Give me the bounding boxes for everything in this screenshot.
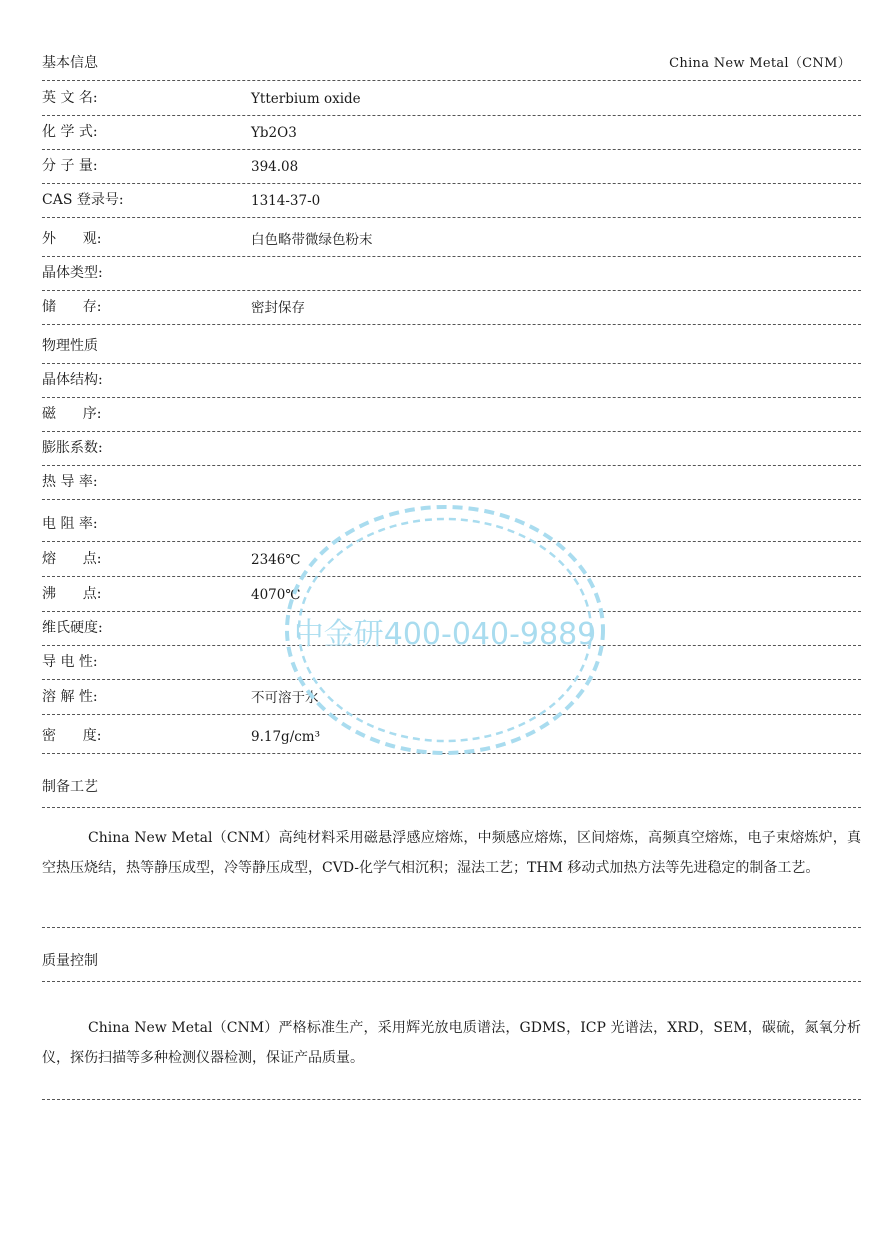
- phys-row-crystal-structure: [42, 364, 861, 398]
- section-title: 物理性质: [42, 338, 98, 354]
- divider: [42, 1099, 861, 1100]
- row-label: 电 阻 率:: [42, 516, 98, 532]
- phys-row-density: [42, 715, 861, 754]
- row-label: 化 学 式:: [42, 124, 98, 140]
- row-label: 外 观:: [42, 231, 102, 247]
- row-label: 磁 序:: [42, 406, 102, 422]
- row-label: 维氏硬度:: [42, 620, 103, 636]
- phys-row-expansion: [42, 432, 861, 466]
- info-row-cas: [42, 184, 861, 218]
- row-value: 394.08: [251, 159, 299, 175]
- row-value: 1314-37-0: [251, 193, 321, 209]
- divider: [42, 807, 861, 808]
- phys-row-melting-point: [42, 542, 861, 577]
- row-label: 分 子 量:: [42, 158, 98, 174]
- row-label: 热 导 率:: [42, 474, 98, 490]
- row-label: 溶 解 性:: [42, 689, 98, 705]
- phys-row-vickers-hardness: [42, 612, 861, 646]
- info-row-formula: [42, 116, 861, 150]
- row-value: 不可溶于水: [251, 690, 319, 706]
- section-title-physical: [42, 325, 861, 364]
- header-bar: [42, 44, 861, 81]
- phys-row-conductivity: [42, 646, 861, 680]
- row-value: 白色略带微绿色粉末: [251, 232, 373, 248]
- info-row-crystal-type: [42, 257, 861, 291]
- phys-row-thermal-conductivity: [42, 466, 861, 500]
- divider: [42, 981, 861, 982]
- phys-row-resistivity: [42, 500, 861, 542]
- row-label: CAS 登录号:: [42, 192, 124, 208]
- row-value: Ytterbium oxide: [251, 91, 361, 107]
- preparation-paragraph: China New Metal（CNM）高纯材料采用磁悬浮感应熔炼，中频感应熔炼，区间熔炼，高频真空熔炼，电子束熔炼炉，真空热压烧结，热等静压成型，冷等静压成型，CVD-化学气相沉积；湿法工艺；THM 移动式加热方法等先进稳定的制备工艺。: [42, 830, 861, 876]
- company-name: China New Metal（CNM）: [669, 56, 851, 71]
- section-preparation: [42, 754, 861, 808]
- row-value: 密封保存: [251, 300, 305, 316]
- row-label: 英 文 名:: [42, 90, 98, 106]
- section-title: 制备工艺: [42, 779, 98, 795]
- row-value: Yb2O3: [251, 125, 297, 141]
- phys-row-magnetic-order: [42, 398, 861, 432]
- row-label: 熔 点:: [42, 551, 102, 567]
- quality-paragraph: China New Metal（CNM）严格标准生产，采用辉光放电质谱法，GDMS，ICP 光谱法，XRD，SEM，碳硫，氮氧分析仪，探伤扫描等多种检测仪器检测，保证产品质量。: [42, 1020, 861, 1066]
- section-title-basic-info: 基本信息: [42, 55, 98, 71]
- row-label: 晶体结构:: [42, 372, 103, 388]
- info-row-molecular-weight: [42, 150, 861, 184]
- row-value: 4070℃: [251, 587, 301, 603]
- row-label: 沸 点:: [42, 586, 102, 602]
- row-value: 9.17g/cm³: [251, 729, 321, 745]
- info-row-storage: [42, 291, 861, 325]
- section-title: 质量控制: [42, 953, 98, 969]
- phys-row-boiling-point: [42, 577, 861, 612]
- row-label: 储 存:: [42, 299, 102, 315]
- info-row-appearance: [42, 218, 861, 257]
- section-quality: [42, 928, 861, 982]
- row-label: 膨胀系数:: [42, 440, 103, 456]
- divider-block: [42, 1099, 861, 1100]
- info-row-english-name: [42, 81, 861, 116]
- row-label: 密 度:: [42, 728, 102, 744]
- watermark-text: 中金研400-040-9889: [293, 617, 597, 652]
- row-label: 导 电 性:: [42, 654, 98, 670]
- row-value: 2346℃: [251, 552, 301, 568]
- row-label: 晶体类型:: [42, 265, 103, 281]
- phys-row-solubility: [42, 680, 861, 715]
